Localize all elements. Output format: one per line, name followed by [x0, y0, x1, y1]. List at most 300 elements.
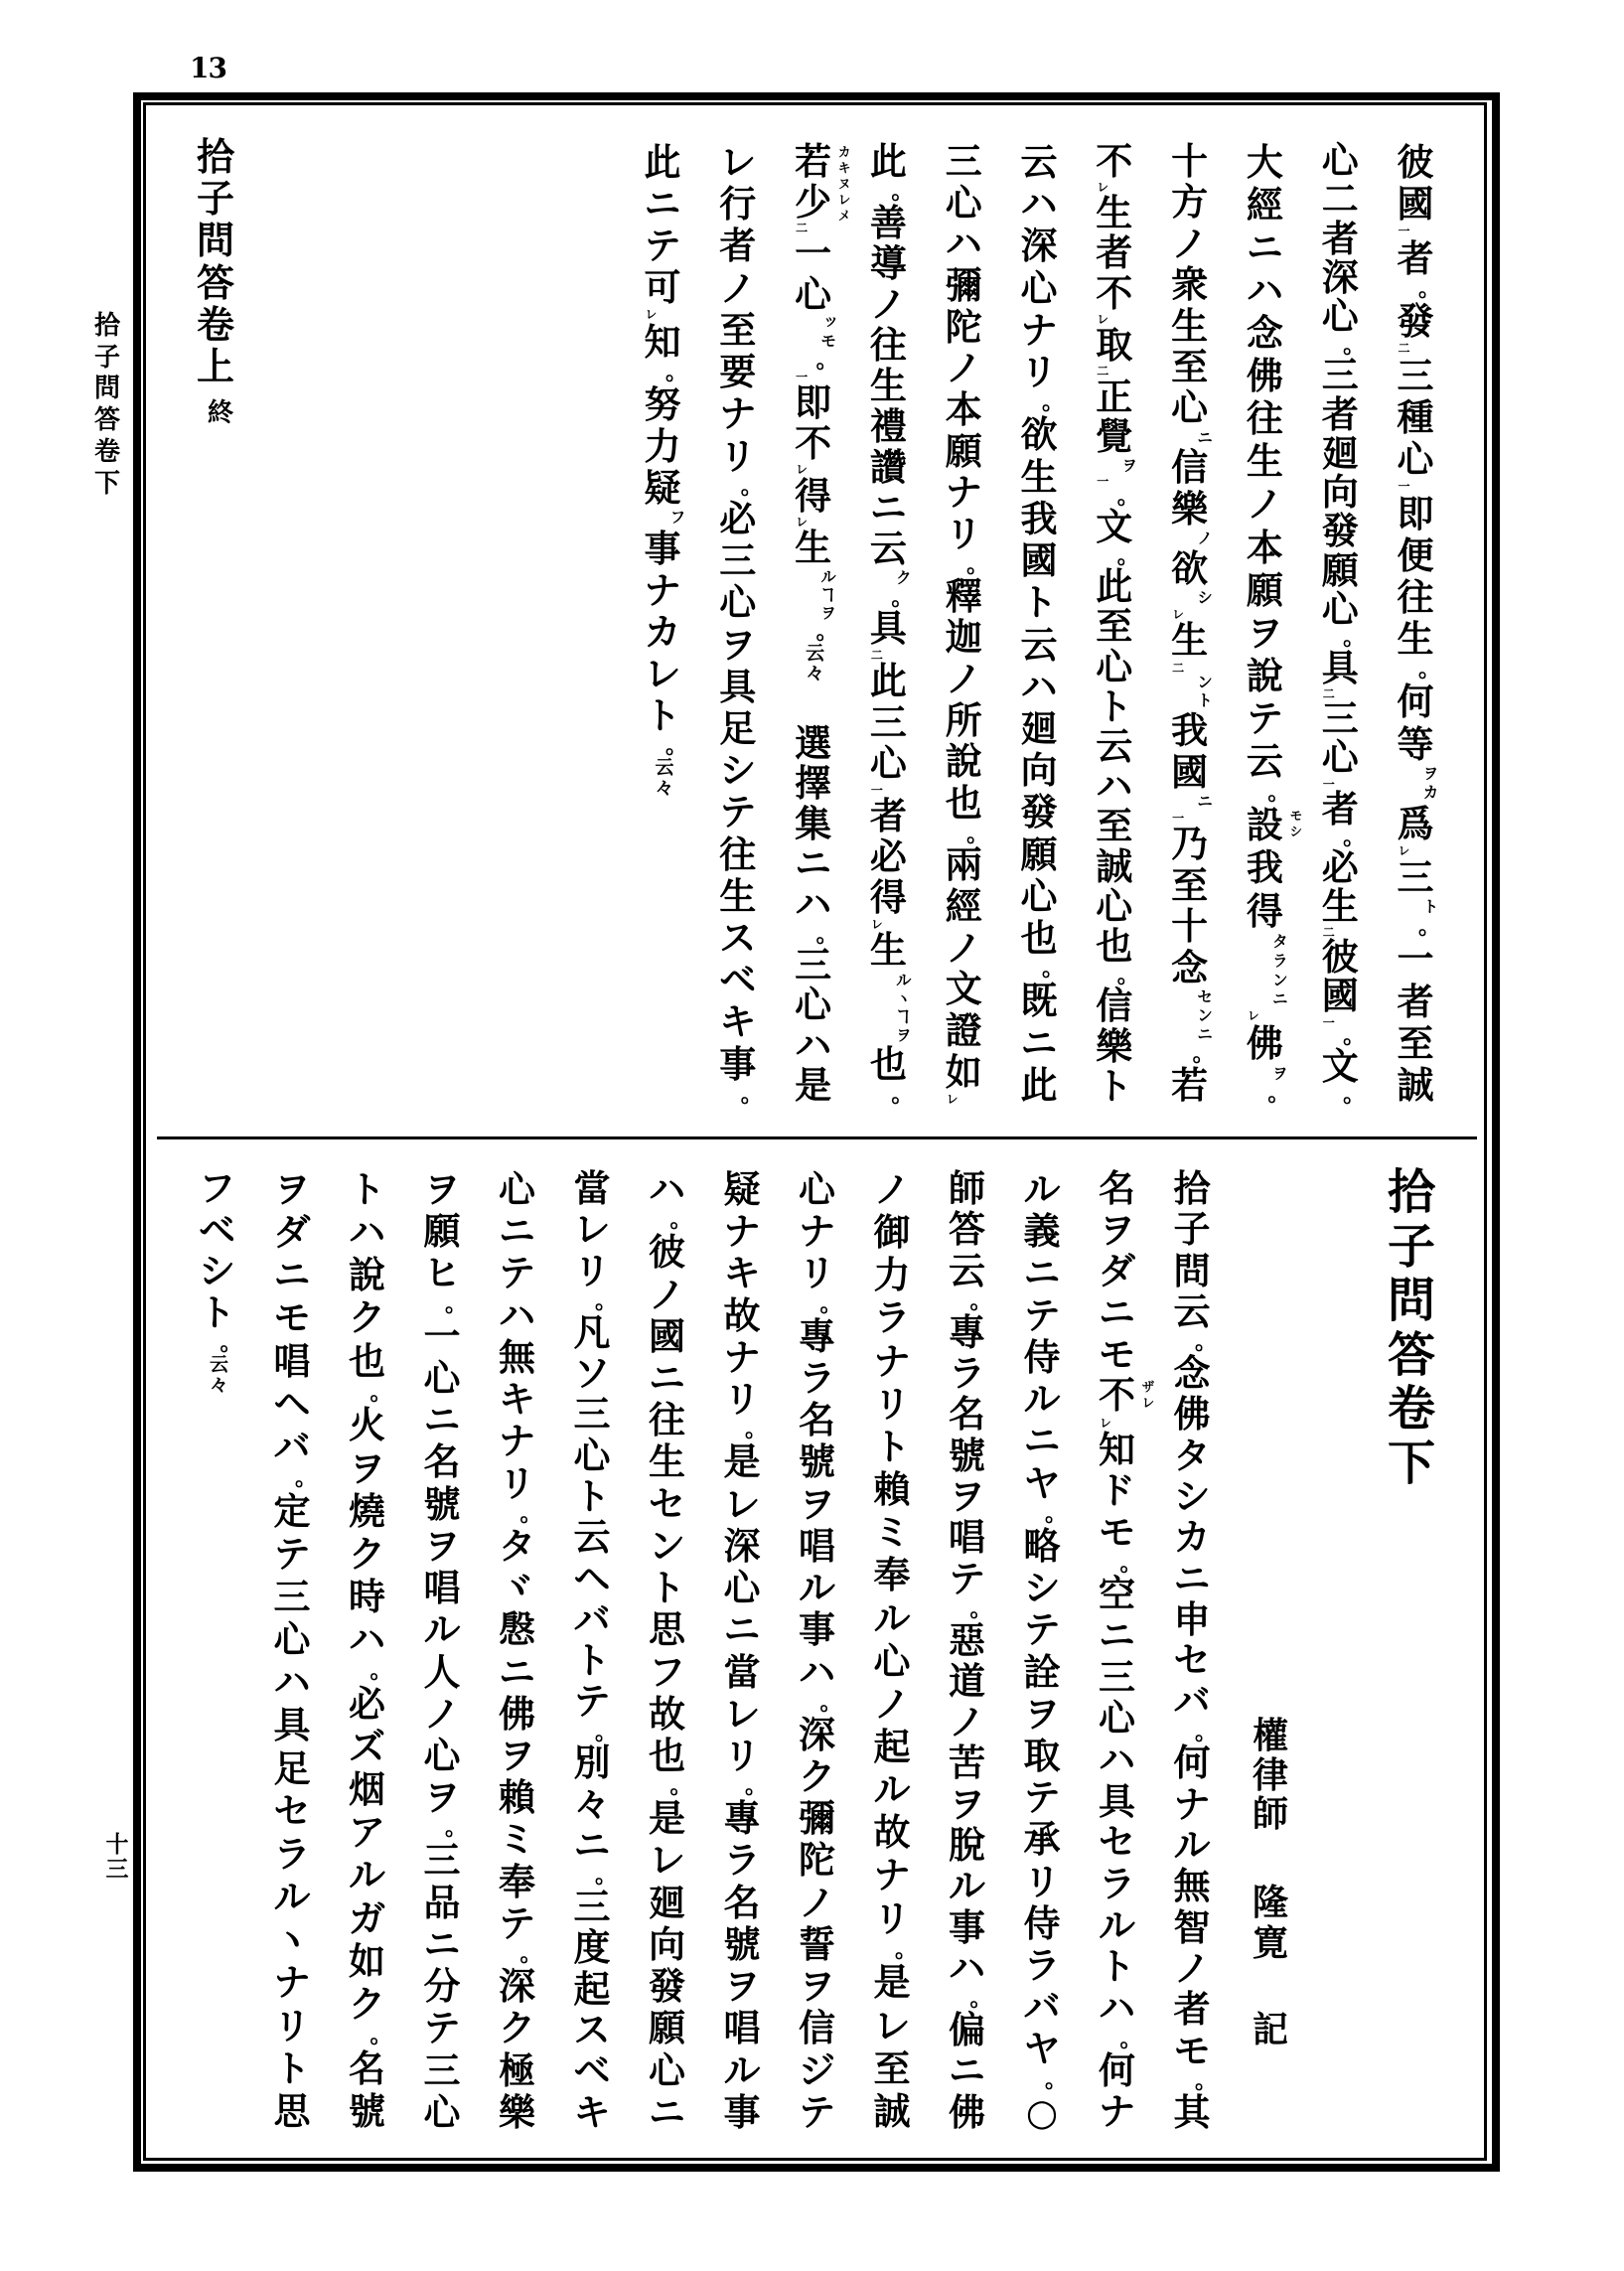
character: 心 [873, 1638, 911, 1683]
character: 至 [1096, 804, 1133, 848]
character: 十 [1171, 904, 1209, 949]
character: キ [499, 1377, 535, 1422]
character: ベ [573, 2048, 611, 2093]
character: 心 [1321, 138, 1359, 182]
character: 必 [719, 496, 757, 540]
punctuation-mark: 。 [1041, 956, 1064, 983]
character: 足 [719, 705, 757, 750]
character: キ [573, 2089, 611, 2134]
character: 心 [1171, 385, 1209, 430]
character: 心 [573, 1433, 611, 1477]
character: 火 [349, 1403, 385, 1447]
character: 三 [1397, 353, 1434, 397]
character: 故 [723, 1292, 761, 1337]
character: 欲 [1171, 545, 1209, 590]
character: ク [349, 1295, 385, 1340]
character: ル [873, 1595, 911, 1640]
character: 答 [949, 1207, 985, 1252]
character: ノ [799, 1880, 835, 1924]
character: ヲ [499, 1733, 535, 1777]
character: リ [873, 1895, 911, 1940]
character: ヲ [1023, 1691, 1061, 1736]
character: レ [719, 140, 757, 184]
character: 何 [1397, 680, 1434, 724]
character: 彌 [799, 1796, 835, 1841]
character: 我 [1020, 496, 1058, 540]
character: 極 [499, 2047, 535, 2092]
kaeriten-mark: レ [1170, 607, 1185, 621]
character: 師 [1252, 1793, 1288, 1835]
character: 國 [1171, 749, 1209, 794]
character: 足 [273, 1745, 311, 1790]
character: 信 [1096, 984, 1133, 1028]
character: 欲 [1020, 412, 1058, 457]
character: 者 [1321, 216, 1359, 260]
character: ル [949, 1864, 985, 1908]
character: 思 [273, 2088, 311, 2133]
kaeriten-mark: 二 [1321, 926, 1336, 939]
character: ノ [869, 281, 907, 326]
character: 名 [1099, 1166, 1135, 1210]
character: ル [1023, 1167, 1061, 1211]
character: テ [949, 1556, 985, 1600]
character: 心 [499, 1167, 535, 1211]
character: タ [499, 1523, 535, 1568]
punctuation-mark: 。 [1116, 483, 1139, 510]
character: 也 [945, 780, 982, 825]
character: 問 [1387, 1273, 1435, 1328]
character: 是 [873, 1960, 911, 2005]
character: 心 [795, 271, 832, 316]
punctuation-mark: 。 [815, 347, 838, 374]
character: 發 [649, 1964, 685, 2009]
character: 若 [795, 139, 832, 183]
character: テ [499, 1900, 535, 1945]
punctuation-mark: 。 [669, 1207, 692, 1234]
character: テ [423, 2006, 461, 2050]
character: 云 [1020, 140, 1058, 184]
character: 國 [1321, 974, 1359, 1018]
character: ノ [1246, 482, 1283, 527]
punctuation-mark: 。 [1192, 1040, 1215, 1067]
character: 念 [1171, 945, 1209, 989]
character: 至 [1096, 604, 1133, 649]
character: 願 [423, 1209, 461, 1254]
character: 名 [723, 1880, 761, 1924]
character: 心 [723, 1566, 761, 1610]
running-head [89, 311, 125, 500]
character: バ [1173, 1679, 1211, 1724]
character: ダ [273, 1210, 311, 1255]
character: 空 [1099, 1572, 1135, 1616]
character: 名 [949, 1392, 985, 1437]
character: ル [423, 1607, 461, 1652]
character: 生 [649, 1439, 685, 1484]
character: 必 [869, 834, 907, 879]
character: キ [719, 999, 757, 1044]
character: 擇 [795, 761, 832, 806]
character: テ [1023, 1292, 1061, 1337]
character: 誠 [873, 2088, 911, 2133]
character: 度 [573, 1925, 611, 1970]
okurigana: ト [1420, 898, 1439, 918]
character: 此 [869, 139, 907, 183]
character: 深 [799, 1712, 835, 1756]
okurigana: ルヽヿヲ [893, 971, 913, 1045]
character: ○ [1025, 2089, 1059, 2134]
character: テ [573, 1679, 611, 1724]
character: 佛 [499, 1691, 535, 1736]
character: 三 [423, 2047, 461, 2092]
character: モ [1099, 1509, 1135, 1554]
character: ノ [649, 1272, 685, 1316]
character: 三 [1321, 353, 1359, 397]
character: 唱 [273, 1338, 311, 1383]
character: 者 [1173, 1987, 1211, 2032]
character: 廻 [1020, 705, 1058, 750]
kaeriten-mark: 二 [1095, 365, 1109, 378]
character: ニ [644, 182, 681, 226]
character: レ [723, 1691, 761, 1736]
character: テ [273, 1531, 311, 1576]
punctuation-mark: 。 [369, 1379, 392, 1406]
character: ニ [423, 1921, 461, 1966]
character: 願 [1246, 567, 1283, 612]
character: 至 [1171, 345, 1209, 389]
character: 具 [869, 606, 907, 651]
kaeriten-mark: 二 [869, 649, 884, 662]
character: 是 [649, 1796, 685, 1841]
character: 此 [1020, 1062, 1058, 1107]
character: ナ [719, 391, 757, 436]
character: ナ [873, 1338, 911, 1383]
character: 故 [873, 1810, 911, 1855]
character: 如 [349, 1938, 385, 1983]
punctuation-mark: 。 [1044, 1500, 1067, 1527]
character: ノ [945, 656, 982, 700]
character: 智 [1173, 1904, 1211, 1949]
punctuation-mark: 。 [519, 1941, 542, 1968]
character: リ [499, 1460, 535, 1505]
character: 卷 [93, 436, 120, 467]
character: ル [1173, 1823, 1211, 1868]
character: ニ [649, 2089, 685, 2134]
character: 定 [273, 1488, 311, 1533]
kaeriten-mark: 一 [1321, 1015, 1336, 1028]
character: 賴 [499, 1775, 535, 1820]
character: 彼 [1321, 934, 1359, 979]
character: 誠 [1096, 843, 1133, 888]
character: 不 [795, 420, 832, 465]
character: 律 [1252, 1753, 1288, 1796]
character: ル [799, 1566, 835, 1610]
character: 々 [573, 1781, 611, 1826]
punctuation-mark: 。 [664, 732, 687, 759]
character: 彼 [1397, 140, 1434, 184]
character: 號 [723, 1921, 761, 1966]
punctuation-mark: 。 [1041, 389, 1064, 416]
punctuation-mark: 。 [369, 2023, 392, 2049]
character: 生 [1397, 617, 1434, 662]
abbreviation-note: 云々 [803, 642, 825, 683]
character: ヲ [799, 1481, 835, 1526]
character: 誠 [1397, 1062, 1434, 1107]
character: ヲ [1246, 610, 1283, 655]
character: テ [499, 1251, 535, 1295]
character: レ [649, 1838, 685, 1883]
character: 此 [644, 140, 681, 184]
punctuation-mark: 。 [966, 551, 989, 578]
character: 者 [869, 793, 907, 837]
okurigana: ヲカ [1420, 764, 1439, 803]
punctuation-mark: 。 [664, 359, 687, 385]
character: ハ [1096, 764, 1133, 809]
character: ヤ [1023, 1460, 1061, 1505]
punctuation-mark: 。 [594, 1287, 617, 1314]
character: ヒ [423, 1251, 461, 1295]
character: モ [273, 1295, 311, 1340]
character: 道 [949, 1658, 985, 1703]
character: ニ [1023, 1251, 1061, 1295]
character: 記 [1252, 2009, 1288, 2050]
kaeriten-mark: レ [794, 463, 809, 476]
character: バ [573, 1596, 611, 1641]
character: 答 [93, 405, 120, 436]
character: 力 [873, 1253, 911, 1297]
punctuation-mark: 。 [891, 1082, 914, 1109]
character: ハ [799, 1649, 835, 1694]
character: 云 [1173, 1288, 1211, 1333]
punctuation-mark: 。 [1194, 2068, 1217, 2095]
character: 心 [1020, 265, 1058, 310]
character: 云 [1020, 622, 1058, 667]
character: ド [1099, 1468, 1135, 1513]
kaeriten-mark: レ [794, 516, 809, 529]
character: 三 [573, 1885, 611, 1929]
character: 得 [1246, 888, 1283, 933]
character: 無 [1173, 1864, 1211, 1908]
character: ク [499, 2006, 535, 2050]
character: ラ [1023, 1943, 1061, 1988]
character: 禮 [869, 403, 907, 448]
character: シ [1023, 1566, 1061, 1610]
character: 大 [1246, 140, 1283, 184]
character: リ [799, 1251, 835, 1295]
character: 也 [869, 1042, 907, 1087]
character: 云 [949, 1248, 985, 1292]
character: リ [573, 1248, 611, 1292]
character: 答 [1387, 1326, 1435, 1383]
character: セ [273, 1788, 311, 1833]
character: 事 [719, 1041, 757, 1086]
character: 方 [1171, 180, 1209, 225]
character: 子 [1173, 1207, 1211, 1252]
okurigana: フ [667, 508, 686, 528]
character: 申 [1173, 1596, 1211, 1641]
character: 等 [1397, 721, 1434, 766]
character: 上 [196, 344, 234, 388]
punctuation-mark: 。 [1343, 625, 1366, 652]
character: 生 [1096, 191, 1133, 235]
character: ハ [499, 1292, 535, 1337]
character: 深 [1020, 224, 1058, 268]
character: 疑 [644, 465, 681, 510]
character: ノ [873, 1681, 911, 1726]
character: ル [873, 1767, 911, 1812]
character: 時 [349, 1574, 385, 1618]
kaeriten-mark: 一 [794, 371, 809, 383]
character: 心 [1321, 587, 1359, 632]
character: 拾 [1173, 1166, 1211, 1210]
character: 此 [1096, 564, 1133, 609]
character: 子 [196, 176, 234, 222]
kaeriten-mark: 一 [869, 783, 884, 796]
character: 也 [1096, 924, 1133, 969]
punctuation-mark: 。 [1343, 332, 1366, 359]
kaeriten-mark: 二 [1321, 687, 1336, 700]
punctuation-mark: 。 [1116, 963, 1139, 989]
character: ナ [644, 567, 681, 612]
abbreviation-note: 云々 [652, 756, 674, 799]
punctuation-mark: 。 [1194, 1719, 1217, 1745]
character: ス [573, 2008, 611, 2052]
character: 三 [795, 942, 832, 986]
character: 生 [1246, 439, 1283, 484]
character: 云 [573, 1515, 611, 1560]
character: 佛 [949, 2089, 985, 2134]
character: ナ [273, 1960, 311, 2005]
character: 國 [1020, 538, 1058, 583]
character: 念 [1246, 311, 1283, 356]
character: 三 [869, 699, 907, 744]
character: 經 [945, 884, 982, 929]
punctuation-mark: 。 [969, 1287, 992, 1314]
character: 向 [1321, 470, 1359, 515]
character: 下 [1387, 1435, 1435, 1491]
punctuation-mark: 。 [1343, 824, 1366, 850]
character: 唱 [723, 2006, 761, 2050]
character: ハ [1020, 182, 1058, 227]
punctuation-mark: 。 [1343, 1082, 1366, 1109]
okurigana: センニ [1194, 987, 1214, 1044]
character: 願 [1020, 832, 1058, 876]
punctuation-mark: 。 [594, 1719, 617, 1745]
character: 便 [1397, 532, 1434, 577]
character: ト [573, 1638, 611, 1683]
character: 事 [949, 1904, 985, 1949]
character: 生 [795, 526, 832, 570]
kaeriten-mark: レ [1095, 312, 1109, 325]
character: 迦 [945, 615, 982, 660]
character: 釋 [945, 573, 982, 618]
character: 生 [1171, 303, 1209, 348]
character: 彼 [649, 1230, 685, 1275]
character: ト [573, 1473, 611, 1518]
character: 國 [1397, 182, 1434, 227]
character: テ [1023, 1607, 1061, 1652]
character: 號 [349, 2088, 385, 2133]
character: モ [1173, 2028, 1211, 2072]
character: 卷 [196, 301, 234, 347]
character: 心 [719, 580, 757, 625]
kaeriten-mark: 一 [1397, 225, 1410, 237]
character: 念 [1173, 1350, 1211, 1395]
character: 證 [945, 1008, 982, 1053]
character: 云 [869, 527, 907, 571]
character: 信 [1171, 445, 1209, 490]
character: 心 [799, 1167, 835, 1211]
character: ル [273, 1875, 311, 1919]
character: 三 [423, 1838, 461, 1883]
punctuation-mark: 。 [740, 473, 763, 500]
character: 者 [1321, 786, 1359, 831]
character: ベ [719, 958, 757, 1002]
character: ニ [723, 1607, 761, 1652]
character: ナ [799, 1209, 835, 1254]
character: ト [649, 1566, 685, 1610]
punctuation-mark: 。 [1417, 914, 1440, 941]
character: 具 [719, 664, 757, 708]
character: ト [349, 1167, 385, 1211]
character: ラ [723, 1838, 761, 1883]
punctuation-mark: 。 [966, 821, 989, 847]
punctuation-mark: 。 [1267, 1081, 1290, 1108]
character: 燒 [349, 1488, 385, 1533]
abbreviation-note: 云々 [207, 1353, 228, 1396]
character: 三 [1397, 855, 1434, 900]
character: カ [1173, 1515, 1211, 1560]
character: 故 [649, 1691, 685, 1736]
punctuation-mark: 。 [1119, 1550, 1142, 1577]
character: ニ [795, 841, 832, 886]
character: ニ [1246, 226, 1283, 270]
character: 心 [1020, 873, 1058, 918]
character: 廻 [649, 1880, 685, 1924]
character: シ [1173, 1473, 1211, 1518]
character: ナ [1020, 307, 1058, 352]
character: 誓 [799, 1921, 835, 1966]
character: 說 [349, 1253, 385, 1297]
character: 取 [1096, 322, 1133, 367]
character: 一 [423, 1313, 461, 1358]
okurigana: ニ [1194, 428, 1214, 448]
folio [101, 1832, 133, 1882]
character: ト [644, 692, 681, 737]
okurigana: ヲ [1118, 456, 1138, 475]
character: 侍 [1023, 1334, 1061, 1379]
character: 覺 [1096, 414, 1133, 459]
character: 取 [1023, 1733, 1061, 1777]
character: 也 [349, 1338, 385, 1383]
character: テ [719, 790, 757, 834]
character: 向 [649, 1921, 685, 1966]
character: ヾ [499, 1566, 535, 1610]
punctuation-mark: 。 [519, 1500, 542, 1527]
kaeriten-mark: レ [1098, 1417, 1112, 1430]
kaeriten-mark: レ [1095, 181, 1109, 194]
character: 如 [945, 1049, 982, 1094]
kaeriten-mark: レ [869, 918, 884, 931]
character: 承 [1023, 1817, 1061, 1862]
character: 國 [649, 1313, 685, 1358]
character: ナ [499, 1419, 535, 1463]
character: 必 [1321, 844, 1359, 889]
character: 即 [795, 380, 832, 425]
character: ア [349, 1810, 385, 1855]
kaeriten-mark: 一 [1397, 480, 1410, 493]
character: 往 [1397, 575, 1434, 620]
character: 者 [1321, 391, 1359, 436]
